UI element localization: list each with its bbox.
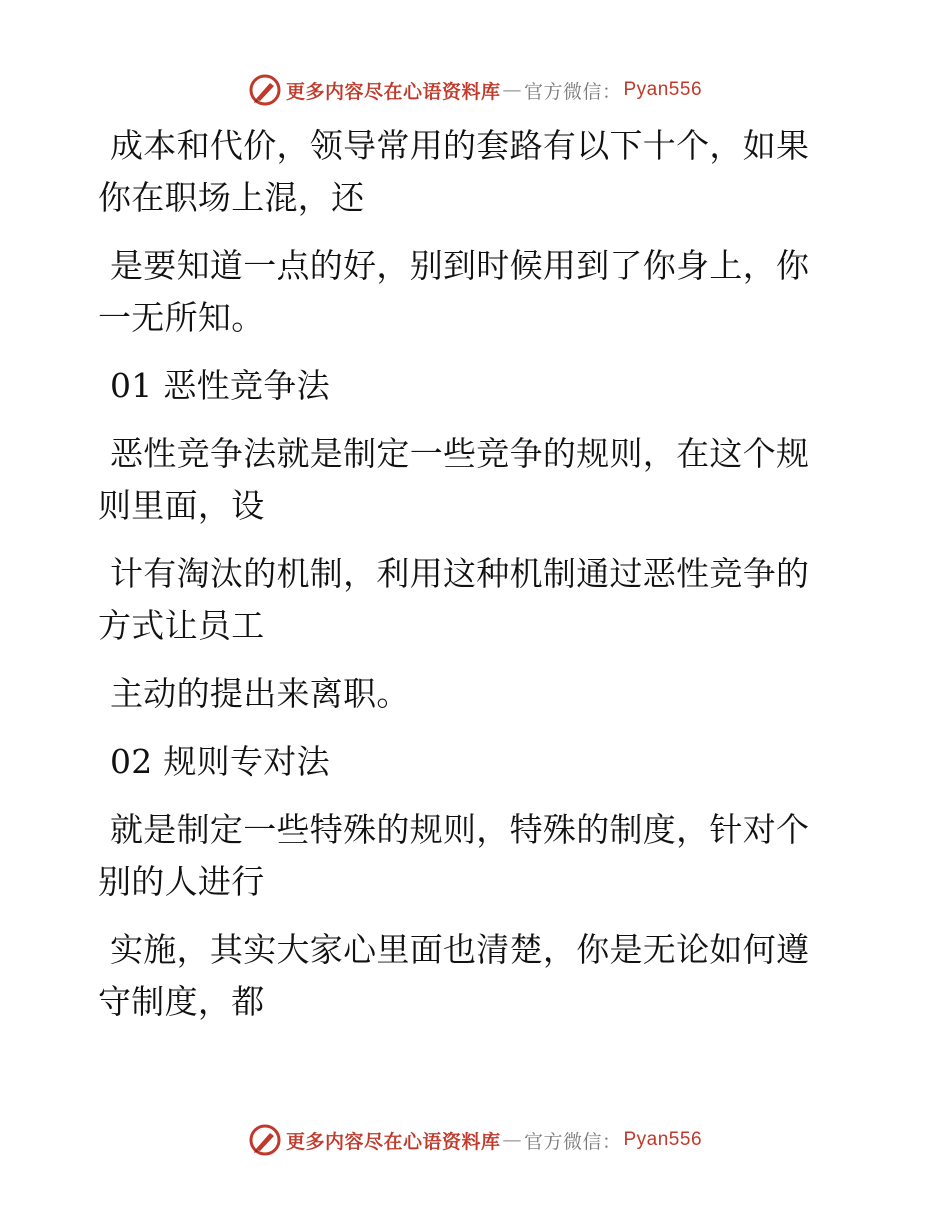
paragraph: [98, 924, 833, 1028]
banner-dash: —: [502, 1129, 522, 1151]
paragraph-line: 成本和代价，领导常用的套路有以下十个，如果: [110, 126, 810, 165]
paragraph: [98, 428, 833, 532]
paragraph: [98, 804, 833, 908]
paragraph-line: 主动的提出来离职。: [110, 674, 410, 713]
paragraph-line: 守制度，都: [98, 982, 265, 1021]
heading-text: 02 规则专对法: [110, 742, 330, 781]
footer-banner: [0, 1120, 950, 1160]
banner-wechat-id: Pyan556: [623, 79, 703, 100]
paragraph-line: 计有淘汰的机制，利用这种机制通过恶性竞争的: [110, 554, 810, 593]
banner-brand: 更多内容尽在心语资料库: [285, 1130, 501, 1153]
paragraph-line: 恶性竞争法就是制定一些竞争的规则，在这个规: [110, 434, 810, 473]
paragraph: [98, 120, 833, 224]
banner-label: 官方微信：: [523, 1130, 622, 1153]
paragraph-line: 方式让员工: [98, 606, 265, 645]
heading-text: 01 恶性竞争法: [110, 366, 330, 405]
banner-label: 官方微信：: [523, 80, 622, 103]
paragraph-line: 一无所知。: [98, 298, 265, 337]
banner-wechat-id: Pyan556: [623, 1129, 703, 1150]
pen-logo-icon: [248, 73, 282, 107]
paragraph-line: 是要知道一点的好，别到时候用到了你身上，你: [110, 246, 810, 285]
paragraph-line: 则里面，设: [98, 486, 265, 525]
paragraph: [98, 668, 833, 720]
header-banner: [0, 70, 950, 110]
banner-brand: 更多内容尽在心语资料库: [285, 80, 501, 103]
section-heading: [98, 736, 833, 788]
banner-dash: —: [502, 79, 522, 101]
section-heading: [98, 360, 833, 412]
paragraph-line: 实施，其实大家心里面也清楚，你是无论如何遵: [110, 930, 810, 969]
pen-logo-icon: [248, 1123, 282, 1157]
paragraph: [98, 240, 833, 344]
paragraph: [98, 548, 833, 652]
paragraph-line: 就是制定一些特殊的规则，特殊的制度，针对个: [110, 810, 810, 849]
article-body: [98, 120, 833, 1044]
paragraph-line: 别的人进行: [98, 862, 265, 901]
paragraph-line: 你在职场上混，还: [98, 178, 365, 217]
